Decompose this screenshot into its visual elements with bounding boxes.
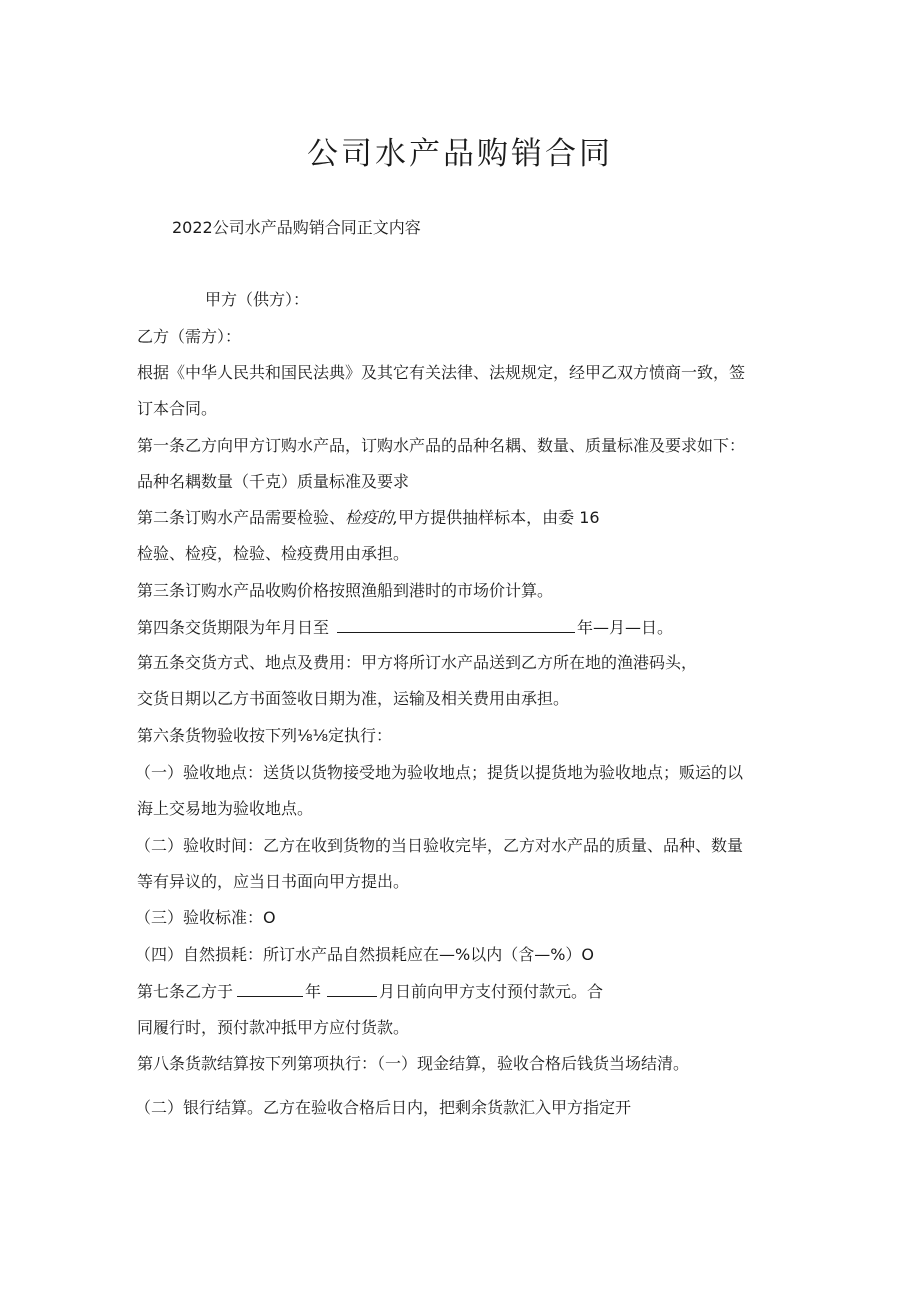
article-6-line: 第六条货物验收按下列⅛⅛定执行：: [137, 726, 393, 745]
article-7-text-c: 月日前向甲方支付预付款元。合: [379, 982, 604, 1001]
article-4-text-a: 第四条交货期限为年月日至: [137, 618, 330, 637]
article-2-text-b: 检疫的,: [345, 508, 399, 527]
intro-line-2: 订本合同。: [137, 399, 218, 418]
article-7-text-b: 年: [305, 982, 322, 1001]
article-7-text-a: 第七条乙方于: [137, 982, 234, 1001]
intro-line-1: 根据《中华人民共和国民法典》及其它有关法律、法规规定，经甲乙双方愤商一致，签: [137, 363, 746, 382]
document-subtitle: 2022公司水产品购销合同正文内容: [172, 218, 421, 237]
article-1-line-1: 第一条乙方向甲方订购水产品，订购水产品的品种名耦、数量、质量标准及要求如下：: [137, 436, 746, 455]
article-8-line-2: （二）银行结算。乙方在验收合格后日内，把剩余货款汇入甲方指定开: [135, 1098, 632, 1117]
article-4-line: [137, 616, 673, 639]
article-6-item-1-line-2: 海上交易地为验收地点。: [137, 799, 314, 818]
article-2-text-c: 甲方提供抽样标本，由委 16: [398, 508, 600, 527]
article-2-line-2: 检验、检疫，检验、检疫费用由承担。: [137, 544, 410, 563]
article-6-item-3-line: （三）验收标准：O: [135, 908, 276, 927]
article-5-line-1: 第五条交货方式、地点及费用：甲方将所订水产品送到乙方所在地的渔港码头，: [137, 653, 698, 672]
party-b-line: 乙方（需方）：: [137, 327, 242, 346]
article-7-month-blank: [327, 980, 377, 997]
article-7-line-1: [137, 980, 603, 1003]
article-1-line-2: 品种名耦数量（千克）质量标准及要求: [137, 472, 410, 491]
article-8-line-1: 第八条货款结算按下列第项执行：（一）现金结算，验收合格后钱货当场结清。: [137, 1054, 690, 1073]
article-7-year-blank: [237, 980, 303, 997]
article-7-line-2: 同履行时，预付款冲抵甲方应付货款。: [137, 1018, 410, 1037]
article-2-text-a: 第二条订购水产品需要检验、: [137, 508, 346, 527]
article-6-item-1-line-1: （一）验收地点：送货以货物接受地为验收地点；提货以提货地为验收地点；贩运的以: [135, 763, 744, 782]
document-title: 公司水产品购销合同: [307, 136, 613, 172]
article-2-line-1: [137, 507, 600, 529]
article-6-item-4-line: （四）自然损耗：所订水产品自然损耗应在—%以内（含—%）O: [135, 945, 595, 964]
article-4-date-blank: [337, 616, 575, 633]
article-6-item-2-line-2: 等有异议的，应当日书面向甲方提出。: [137, 872, 410, 891]
article-5-line-2: 交货日期以乙方书面签收日期为准，运输及相关费用由承担。: [137, 689, 570, 708]
article-6-item-2-line-1: （二）验收时间：乙方在收到货物的当日验收完毕，乙方对水产品的质量、品种、数量: [135, 836, 744, 855]
party-a-line: 甲方（供方）：: [205, 290, 310, 309]
article-3-line: 第三条订购水产品收购价格按照渔船到港时的市场价计算。: [137, 581, 554, 600]
article-4-text-b: 年—月—日。: [577, 618, 674, 637]
